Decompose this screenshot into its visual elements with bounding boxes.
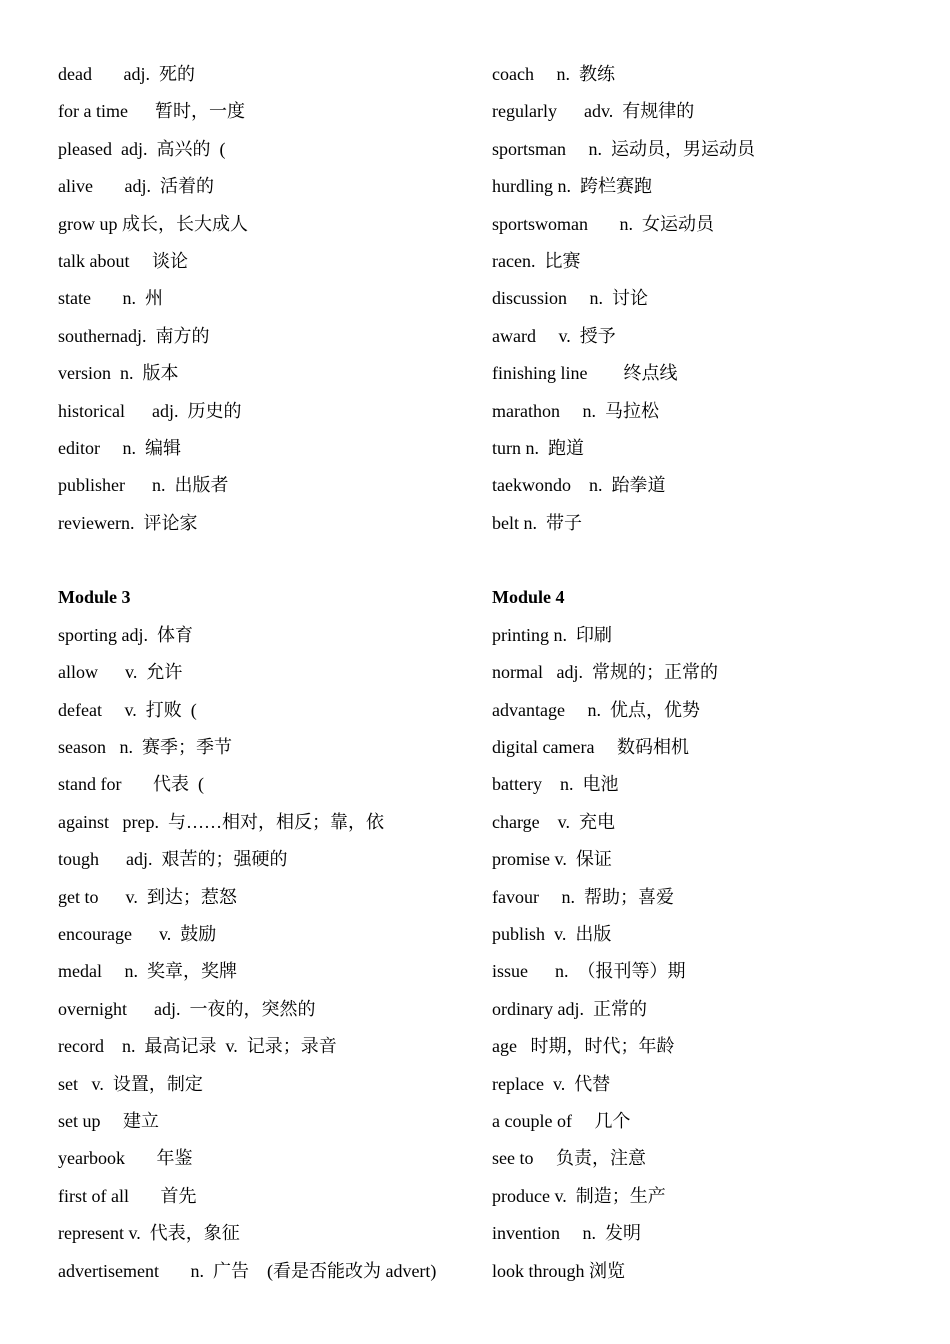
vocab-entry: a couple of 几个 [492,1110,631,1131]
vocab-entry: regularly adv. 有规律的 [492,101,695,122]
vocab-entry: first of all 首先 [58,1185,197,1206]
vocab-entry: sporting adj. 体育 [58,624,193,645]
vocab-entry: sportswoman n. 女运动员 [492,213,714,234]
vocab-entry: belt n. 带子 [492,512,582,533]
vocab-entry: discussion n. 讨论 [492,288,649,309]
vocab-entry: favour n. 帮助；喜爱 [492,886,674,907]
vocab-entry: season n. 赛季；季节 [58,737,232,758]
vocab-entry: battery n. 电池 [492,774,619,795]
vocab-entry: marathon n. 马拉松 [492,400,659,421]
vocab-entry: medal n. 奖章，奖牌 [58,961,237,982]
vocab-entry: set v. 设置，制定 [58,1073,203,1094]
vocab-entry: against prep. 与……相对，相反；靠，依 [58,811,384,832]
vocab-entry: record n. 最高记录 v. 记录；录音 [58,1036,337,1057]
vocab-entry: age 时期，时代；年龄 [492,1036,675,1057]
vocab-entry: taekwondo n. 跆拳道 [492,475,666,496]
vocab-entry: ordinary adj. 正常的 [492,998,647,1019]
vocab-entry: version n. 版本 [58,363,179,384]
vocab-entry: publisher n. 出版者 [58,475,229,496]
vocab-entry: grow up 成长，长大成人 [58,213,248,234]
section-gap [492,542,932,579]
vocab-entry: look through 浏览 [492,1260,625,1281]
vocab-entry: replace v. 代替 [492,1073,611,1094]
vocab-entry: pleased adj. 高兴的 ( [58,138,226,159]
vocab-entry: stand for 代表 ( [58,774,204,795]
vocab-entry: alive adj. 活着的 [58,176,214,197]
vocab-entry: get to v. 到达；惹怒 [58,886,237,907]
vocab-entry: reviewern. 评论家 [58,512,198,533]
vocab-entry: for a time 暂时，一度 [58,101,245,122]
vocab-entry: printing n. 印刷 [492,624,612,645]
vocab-entry: talk about 谈论 [58,250,188,271]
vocab-entry: set up 建立 [58,1110,159,1131]
vocab-entry: see to 负责，注意 [492,1148,646,1169]
vocab-entry: sportsman n. 运动员，男运动员 [492,138,755,159]
vocab-entry: encourage v. 鼓励 [58,923,217,944]
vocab-entry: publish v. 出版 [492,923,612,944]
vocab-entry: southernadj. 南方的 [58,325,210,346]
vocab-entry: promise v. 保证 [492,849,612,870]
vocab-entry: coach n. 教练 [492,64,615,84]
vocab-entry: hurdling n. 跨栏赛跑 [492,176,652,197]
vocab-entry: award v. 授予 [492,325,616,346]
vocab-entry: issue n. （报刊等）期 [492,961,686,982]
vocab-entry: overnight adj. 一夜的，突然的 [58,998,316,1019]
vocab-entry: defeat v. 打败 ( [58,699,197,720]
vocab-entry: produce v. 制造；生产 [492,1185,666,1206]
vocab-entry: allow v. 允许 [58,662,183,683]
vocab-entry: advertisement n. 广告 (看是否能改为 advert) [58,1260,437,1281]
vocab-entry: finishing line 终点线 [492,363,678,384]
vocab-entry: advantage n. 优点，优势 [492,699,700,720]
vocab-entry: historical adj. 历史的 [58,400,242,421]
module-4-heading: Module 4 [492,587,565,608]
vocab-entry: digital camera 数码相机 [492,737,689,758]
module-3-heading: Module 3 [58,587,131,608]
vocab-entry: turn n. 跑道 [492,437,584,458]
vocab-entry: state n. 州 [58,288,163,309]
vocab-entry: normal adj. 常规的；正常的 [492,662,718,683]
vocab-entry: represent v. 代表，象征 [58,1223,240,1244]
vocab-entry: charge v. 充电 [492,811,615,832]
right-column [492,56,932,1290]
vocab-entry: yearbook 年鉴 [58,1148,193,1169]
left-column [58,56,478,1290]
vocab-entry: tough adj. 艰苦的；强硬的 [58,849,288,870]
vocab-entry: editor n. 编辑 [58,437,181,458]
vocab-entry: dead adj. 死的 [58,64,195,84]
vocab-entry: invention n. 发明 [492,1223,641,1244]
section-gap [58,542,478,579]
vocab-entry: racen. 比赛 [492,250,581,271]
